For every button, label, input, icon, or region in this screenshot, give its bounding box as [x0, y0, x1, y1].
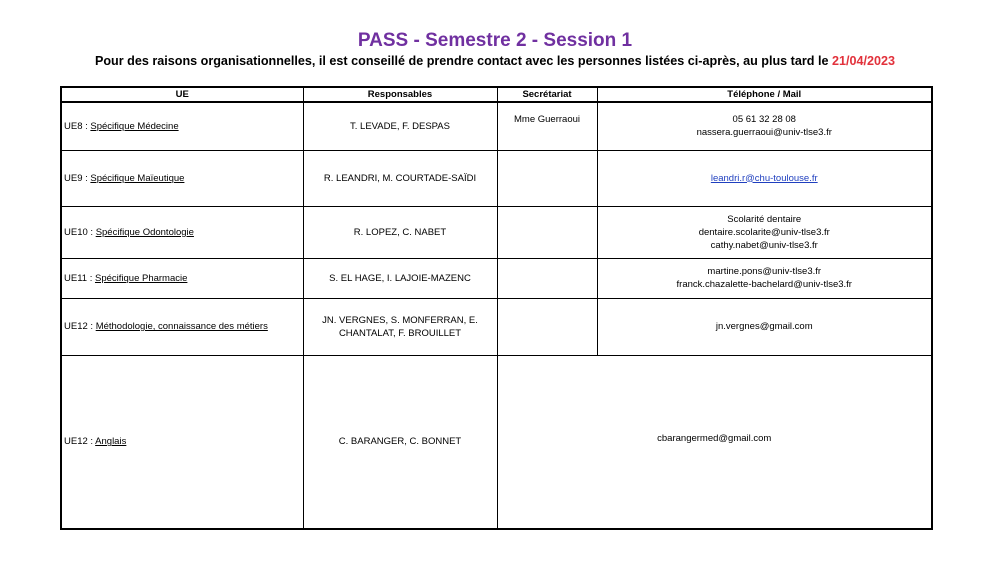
contact-email[interactable]: martine.pons@univ-tlse3.fr — [707, 266, 822, 277]
secretariat-cell — [497, 298, 597, 355]
table-row — [61, 150, 932, 206]
column-header-responsables: Responsables — [303, 87, 497, 102]
responsables-line: JN. VERGNES, S. MONFERRAN, E. — [322, 314, 478, 326]
responsables-line: T. LEVADE, F. DESPAS — [350, 120, 450, 132]
contact-email[interactable]: cathy.nabet@univ-tlse3.fr — [710, 239, 818, 251]
ue-name: Anglais — [95, 436, 127, 448]
contact-email-link[interactable]: leandri.r@chu-toulouse.fr — [710, 172, 818, 184]
responsables-line: C. BARANGER, C. BONNET — [338, 436, 462, 448]
contact-email[interactable]: franck.chazalette-bachelard@univ-tlse3.fr — [676, 279, 852, 290]
secretariat-cell — [497, 258, 597, 298]
responsables-cell — [303, 150, 497, 206]
contact-cell — [597, 150, 932, 206]
column-header-ue: UE — [61, 87, 303, 102]
table-header-row — [61, 87, 932, 102]
ue-cell — [61, 258, 303, 298]
secretariat-cell — [497, 206, 597, 258]
ue-cell — [61, 102, 303, 150]
ue-name: Méthodologie, connaissance des métiers — [95, 321, 268, 332]
ue-code: UE9 : — [64, 172, 88, 184]
contact-email[interactable]: jn.vergnes@gmail.com — [715, 321, 813, 332]
table-row — [61, 355, 932, 529]
secretariat-cell: Mme Guerraoui — [497, 102, 597, 150]
contacts-table — [60, 86, 933, 530]
subtitle-text: Pour des raisons organisationnelles, il est conseillé de prendre contact avec les personnes listées ci-après, au plus tard le — [94, 54, 829, 68]
contact-cell — [497, 355, 932, 529]
table-row — [61, 102, 932, 150]
responsables-cell — [303, 355, 497, 529]
ue-name: Spécifique Médecine — [90, 120, 179, 132]
ue-code: UE12 : — [64, 436, 94, 448]
table-row — [61, 298, 932, 355]
ue-cell — [61, 355, 303, 529]
ue-name: Spécifique Maïeutique — [90, 172, 185, 184]
ue-code: UE10 : — [64, 226, 94, 238]
table-row — [61, 258, 932, 298]
table-row — [61, 206, 932, 258]
contact-email[interactable]: cbarangermed@gmail.com — [657, 433, 772, 445]
column-header-contact: Téléphone / Mail — [597, 87, 932, 102]
responsables-cell — [303, 206, 497, 258]
responsables-cell — [303, 258, 497, 298]
responsables-cell — [303, 298, 497, 355]
contact-email[interactable]: nassera.guerraoui@univ-tlse3.fr — [696, 127, 832, 139]
ue-code: UE11 : — [64, 272, 93, 284]
responsables-line: S. EL HAGE, I. LAJOIE-MAZENC — [329, 272, 471, 284]
contact-cell — [597, 102, 932, 150]
page-subtitle — [0, 53, 990, 69]
secretariat-cell — [497, 150, 597, 206]
deadline-date: 21/04/2023 — [831, 54, 896, 68]
contact-cell — [597, 258, 932, 298]
column-header-secretariat: Secrétariat — [497, 87, 597, 102]
ue-code: UE12 : — [64, 321, 94, 332]
contact-cell — [597, 298, 932, 355]
contact-email[interactable]: dentaire.scolarite@univ-tlse3.fr — [698, 226, 830, 238]
contact-phone: 05 61 32 28 08 — [732, 114, 796, 126]
ue-name: Spécifique Odontologie — [95, 226, 194, 238]
responsables-line: R. LOPEZ, C. NABET — [353, 226, 447, 238]
contact-label: Scolarité dentaire — [727, 213, 802, 225]
contact-cell — [597, 206, 932, 258]
responsables-line: CHANTALAT, F. BROUILLET — [338, 327, 462, 339]
ue-cell — [61, 298, 303, 355]
responsables-line: R. LEANDRI, M. COURTADE-SAÏDI — [323, 172, 477, 184]
page-title: PASS - Semestre 2 - Session 1 — [357, 30, 633, 51]
ue-name: Spécifique Pharmacie — [94, 272, 188, 284]
ue-code: UE8 : — [64, 120, 88, 132]
responsables-cell — [303, 102, 497, 150]
ue-cell — [61, 150, 303, 206]
ue-cell — [61, 206, 303, 258]
